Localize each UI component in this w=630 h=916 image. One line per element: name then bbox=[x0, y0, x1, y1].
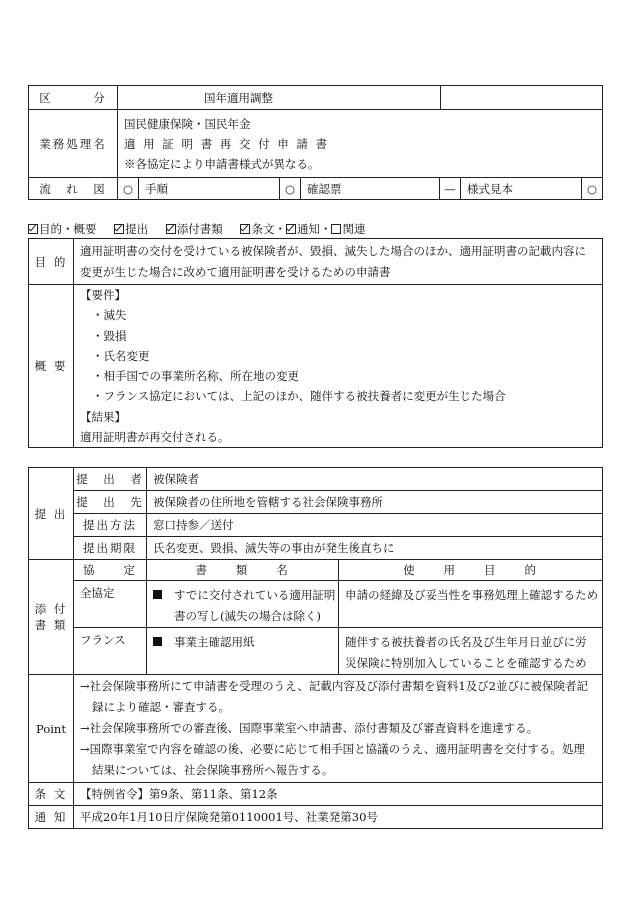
requirements-heading: 【要件】 bbox=[80, 288, 126, 302]
gyomu-line: 国民健康保険・国民年金 bbox=[124, 116, 251, 131]
point-text bbox=[74, 675, 603, 783]
flow-mark-sample: — bbox=[440, 178, 461, 199]
point-label: Point bbox=[29, 675, 74, 783]
docs-cell: すでに交付されている適用証明 書の写し(滅失の場合は除く) bbox=[147, 581, 339, 628]
checkbox-checked-icon bbox=[286, 224, 296, 234]
articles-label: 条 文 bbox=[29, 783, 74, 806]
destination-value: 被保険者の住所地を管轄する社会保険事務所 bbox=[147, 491, 603, 514]
purpose-text bbox=[74, 239, 603, 285]
agreement-cell: フランス bbox=[74, 628, 147, 675]
submitter-label: 提 出 者 bbox=[74, 468, 147, 491]
notice-value: 平成20年1月10日庁保険発第0110001号、社業発第30号 bbox=[74, 806, 603, 829]
category-purpose[interactable]: 目的・概要 bbox=[28, 222, 97, 236]
gyomu-label: 業務処理名 bbox=[29, 110, 118, 178]
point-item: →社会保険事務所にて申請書を受理のうえ、記載内容及び添付書類を資料1及び2並びに被保険者記 録により確認・審査する。 bbox=[80, 679, 588, 714]
usage-header: 使 用 目 的 bbox=[339, 560, 603, 581]
flow-mark-sample-available: ○ bbox=[586, 181, 598, 196]
overview-label: 概 要 bbox=[29, 285, 74, 448]
requirement-item: ・相手国での事業所名称、所在地の変更 bbox=[92, 369, 299, 384]
agreement-cell: 全協定 bbox=[74, 581, 147, 628]
category-related[interactable]: 関連 bbox=[331, 222, 365, 236]
docs-cell: 事業主確認用紙 bbox=[147, 628, 339, 675]
category-submission[interactable]: 提出 bbox=[114, 222, 148, 236]
bullet-square-icon bbox=[153, 637, 162, 646]
notice-label: 通 知 bbox=[29, 806, 74, 829]
attachments-label: 添 付 書 類 bbox=[29, 560, 74, 675]
flow-row bbox=[118, 178, 603, 200]
agreement-header: 協 定 bbox=[74, 560, 147, 581]
category-attachments[interactable]: 添付書類 bbox=[166, 222, 223, 236]
gyomu-name bbox=[118, 110, 603, 178]
bullet-square-icon bbox=[153, 590, 162, 599]
kubun-blank bbox=[441, 86, 603, 110]
checkbox-checked-icon bbox=[28, 224, 38, 234]
usage-cell: 随伴する被扶養者の氏名及び生年月日並びに労 災保険に特別加入していることを確認するため bbox=[339, 628, 603, 675]
requirement-item: ・氏名変更 bbox=[92, 348, 150, 363]
header-table bbox=[28, 85, 603, 200]
checkbox-checked-icon bbox=[166, 224, 176, 234]
flow-checklist-label: 確認票 bbox=[301, 178, 440, 199]
submitter-value: 被保険者 bbox=[147, 468, 603, 491]
destination-label: 提 出 先 bbox=[74, 491, 147, 514]
requirement-item: ・毀損 bbox=[92, 328, 127, 343]
category-articles[interactable]: 条文・ bbox=[240, 222, 286, 236]
flow-procedure-label: 手順 bbox=[139, 178, 280, 199]
requirement-item: ・フランス協定においては、上記のほか、随伴する被扶養者に変更が生じた場合 bbox=[92, 389, 506, 404]
docs-header: 書 類 名 bbox=[147, 560, 339, 581]
gyomu-line: 適 用 証 明 書 再 交 付 申 請 書 bbox=[124, 136, 330, 151]
articles-value: 【特例省令】第9条、第11条、第12条 bbox=[74, 783, 603, 806]
flow-sample-label: 様式見本 bbox=[461, 178, 582, 199]
point-item: →国際事業室で内容を確認の後、必要に応じて相手国と協議のうえ、適用証明書を交付する。処理 結果については、社会保険事務所へ報告する。 bbox=[80, 742, 585, 777]
deadline-label: 提出期限 bbox=[74, 537, 147, 560]
requirement-item: ・滅失 bbox=[92, 308, 127, 323]
method-label: 提出方法 bbox=[74, 514, 147, 537]
nagare-label: 流 れ 図 bbox=[29, 178, 118, 200]
submission-label: 提 出 bbox=[29, 468, 74, 560]
category-checkboxes bbox=[28, 221, 365, 237]
point-item: →社会保険事務所での審査後、国際事業室へ申請書、添付書類及び審査資料を進達する。 bbox=[80, 721, 539, 735]
flow-mark-procedure: ○ bbox=[118, 178, 139, 199]
category-notice[interactable]: 通知・ bbox=[286, 222, 332, 236]
checkbox-checked-icon bbox=[240, 224, 250, 234]
method-value: 窓口持参／送付 bbox=[147, 514, 603, 537]
deadline-value: 氏名変更、毀損、滅失等の事由が発生後直ちに bbox=[147, 537, 603, 560]
result-text: 適用証明書が再交付される。 bbox=[80, 430, 230, 445]
result-heading: 【結果】 bbox=[80, 409, 126, 424]
checkbox-checked-icon bbox=[114, 224, 124, 234]
checkbox-empty-icon bbox=[331, 224, 341, 234]
purpose-line: 変更が生じた場合に改めて適用証明書を受けるための申請書 bbox=[80, 264, 391, 279]
kubun-value: 国年適用調整 bbox=[118, 86, 441, 110]
purpose-line: 適用証明書の交付を受けている被保険者が、毀損、滅失した場合のほか、適用証明書の記載内容に bbox=[80, 243, 586, 258]
details-table bbox=[28, 467, 603, 829]
kubun-label: 区 分 bbox=[29, 86, 118, 110]
flow-mark-checklist: ○ bbox=[280, 178, 301, 199]
gyomu-line: ※各協定により申請書様式が異なる。 bbox=[124, 156, 320, 171]
usage-cell: 申請の経緯及び妥当性を事務処理上確認するため bbox=[339, 581, 603, 628]
overview-text bbox=[74, 285, 603, 448]
purpose-label: 目 的 bbox=[29, 239, 74, 285]
purpose-overview-table bbox=[28, 238, 603, 448]
